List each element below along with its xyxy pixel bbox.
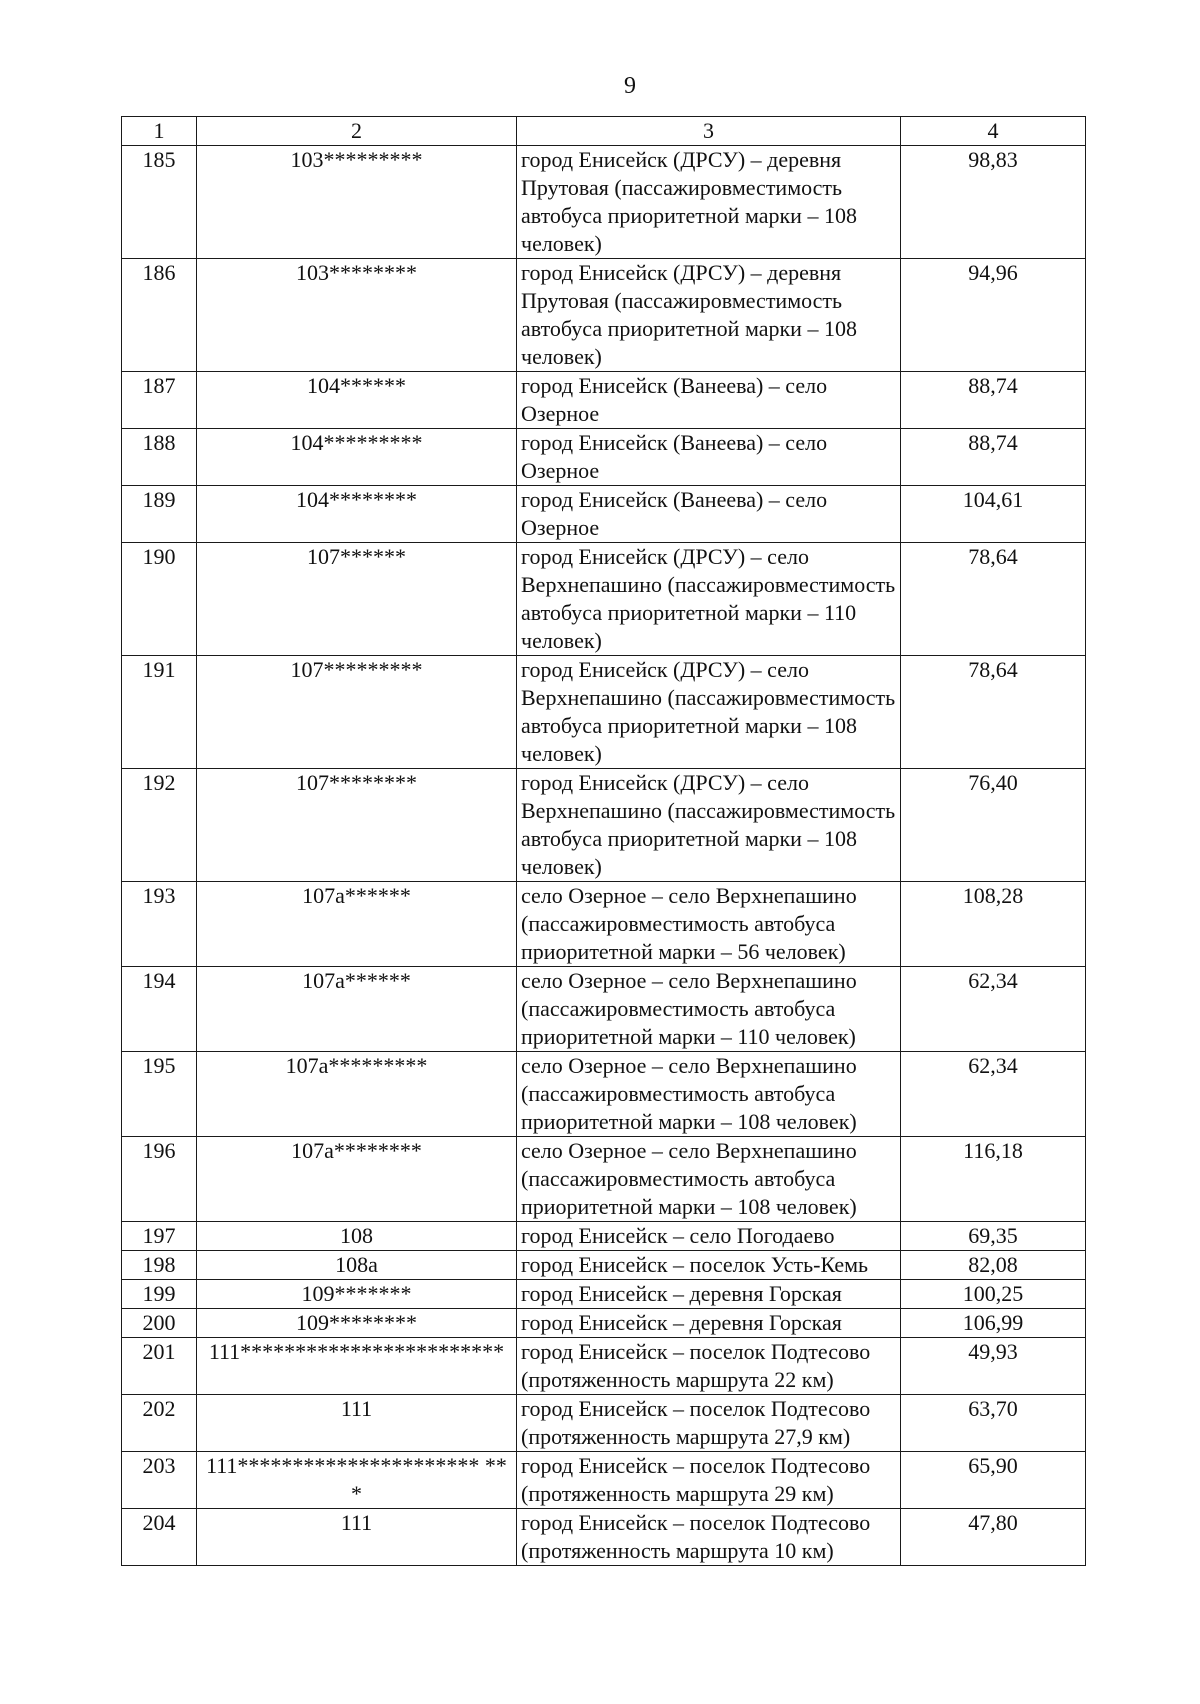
route-code-cell: 108 [197,1222,517,1251]
value-cell: 78,64 [901,543,1086,656]
row-number-cell: 197 [122,1222,197,1251]
value-cell: 100,25 [901,1280,1086,1309]
row-number-cell: 198 [122,1251,197,1280]
route-name-cell: город Енисейск – поселок Подтесово (протяженность маршрута 29 км) [517,1452,901,1509]
row-number-cell: 189 [122,486,197,543]
page-number: 9 [624,73,636,99]
route-code-cell: 111************************ [197,1338,517,1395]
table-body [122,146,1086,1566]
table-row [122,769,1086,882]
value-cell: 104,61 [901,486,1086,543]
row-number-cell: 185 [122,146,197,259]
route-code-cell: 103******** [197,259,517,372]
route-code-cell: 104****** [197,372,517,429]
route-code-cell: 107а****** [197,882,517,967]
table-row [122,1052,1086,1137]
route-code-cell: 107******** [197,769,517,882]
row-number-cell: 203 [122,1452,197,1509]
route-code-cell: 109******** [197,1309,517,1338]
row-number-cell: 204 [122,1509,197,1566]
table-row [122,1280,1086,1309]
table-row [122,1395,1086,1452]
row-number-cell: 200 [122,1309,197,1338]
route-code-cell: 111 [197,1395,517,1452]
row-number-cell: 190 [122,543,197,656]
route-code-cell: 107а******** [197,1137,517,1222]
row-number-cell: 194 [122,967,197,1052]
route-name-cell: город Енисейск – село Погодаево [517,1222,901,1251]
route-name-cell: село Озерное – село Верхнепашино (пассажировместимость автобуса приоритетной марки – 56 человек) [517,882,901,967]
route-name-cell: город Енисейск (ДРСУ) – село Верхнепашино (пассажировместимость автобуса приоритетной марки – 108 человек) [517,769,901,882]
route-name-cell: город Енисейск – поселок Подтесово (протяженность маршрута 22 км) [517,1338,901,1395]
route-code-cell: 103********* [197,146,517,259]
table-row [122,486,1086,543]
route-name-cell: город Енисейск (Ванеева) – село Озерное [517,429,901,486]
table-row [122,1309,1086,1338]
route-name-cell: город Енисейск – поселок Подтесово (протяженность маршрута 27,9 км) [517,1395,901,1452]
route-name-cell: город Енисейск (ДРСУ) – деревня Прутовая (пассажировместимость автобуса приоритетной марки – 108 человек) [517,146,901,259]
route-code-cell: 111 [197,1509,517,1566]
table-row [122,1251,1086,1280]
route-name-cell: город Енисейск (ДРСУ) – село Верхнепашино (пассажировместимость автобуса приоритетной марки – 110 человек) [517,543,901,656]
route-name-cell: город Енисейск – деревня Горская [517,1280,901,1309]
route-name-cell: город Енисейск (Ванеева) – село Озерное [517,372,901,429]
table-row [122,372,1086,429]
value-cell: 62,34 [901,967,1086,1052]
table-row [122,882,1086,967]
route-code-cell: 111********************** *** [197,1452,517,1509]
table-row [122,656,1086,769]
route-name-cell: город Енисейск – поселок Подтесово (протяженность маршрута 10 км) [517,1509,901,1566]
route-name-cell: село Озерное – село Верхнепашино (пассажировместимость автобуса приоритетной марки – 108 человек) [517,1137,901,1222]
value-cell: 65,90 [901,1452,1086,1509]
value-cell: 116,18 [901,1137,1086,1222]
routes-table [121,116,1086,1566]
route-code-cell: 107а****** [197,967,517,1052]
value-cell: 88,74 [901,372,1086,429]
value-cell: 76,40 [901,769,1086,882]
table-row [122,543,1086,656]
row-number-cell: 192 [122,769,197,882]
value-cell: 62,34 [901,1052,1086,1137]
table-row [122,429,1086,486]
value-cell: 108,28 [901,882,1086,967]
route-code-cell: 107********* [197,656,517,769]
route-code-cell: 107а********* [197,1052,517,1137]
route-name-cell: село Озерное – село Верхнепашино (пассажировместимость автобуса приоритетной марки – 110 человек) [517,967,901,1052]
row-number-cell: 187 [122,372,197,429]
row-number-cell: 202 [122,1395,197,1452]
value-cell: 63,70 [901,1395,1086,1452]
route-name-cell: город Енисейск – деревня Горская [517,1309,901,1338]
route-name-cell: город Енисейск – поселок Усть-Кемь [517,1251,901,1280]
route-name-cell: город Енисейск (ДРСУ) – деревня Прутовая (пассажировместимость автобуса приоритетной марки – 108 человек) [517,259,901,372]
table-row [122,1509,1086,1566]
row-number-cell: 186 [122,259,197,372]
value-cell: 47,80 [901,1509,1086,1566]
row-number-cell: 199 [122,1280,197,1309]
value-cell: 94,96 [901,259,1086,372]
value-cell: 88,74 [901,429,1086,486]
table-row [122,1222,1086,1251]
table-row [122,1137,1086,1222]
route-code-cell: 108а [197,1251,517,1280]
table-header-row [122,117,1086,146]
row-number-cell: 188 [122,429,197,486]
column-header: 1 [122,117,197,146]
route-code-cell: 107****** [197,543,517,656]
column-header: 4 [901,117,1086,146]
row-number-cell: 201 [122,1338,197,1395]
row-number-cell: 195 [122,1052,197,1137]
value-cell: 106,99 [901,1309,1086,1338]
row-number-cell: 191 [122,656,197,769]
table-row [122,967,1086,1052]
route-code-cell: 104********* [197,429,517,486]
row-number-cell: 196 [122,1137,197,1222]
column-header: 3 [517,117,901,146]
route-name-cell: село Озерное – село Верхнепашино (пассажировместимость автобуса приоритетной марки – 108 человек) [517,1052,901,1137]
value-cell: 49,93 [901,1338,1086,1395]
route-code-cell: 109******* [197,1280,517,1309]
value-cell: 82,08 [901,1251,1086,1280]
table-row [122,259,1086,372]
value-cell: 69,35 [901,1222,1086,1251]
value-cell: 98,83 [901,146,1086,259]
table-row [122,1452,1086,1509]
route-name-cell: город Енисейск (Ванеева) – село Озерное [517,486,901,543]
table-row [122,1338,1086,1395]
value-cell: 78,64 [901,656,1086,769]
row-number-cell: 193 [122,882,197,967]
route-name-cell: город Енисейск (ДРСУ) – село Верхнепашино (пассажировместимость автобуса приоритетной марки – 108 человек) [517,656,901,769]
column-header: 2 [197,117,517,146]
route-code-cell: 104******** [197,486,517,543]
table-row [122,146,1086,259]
